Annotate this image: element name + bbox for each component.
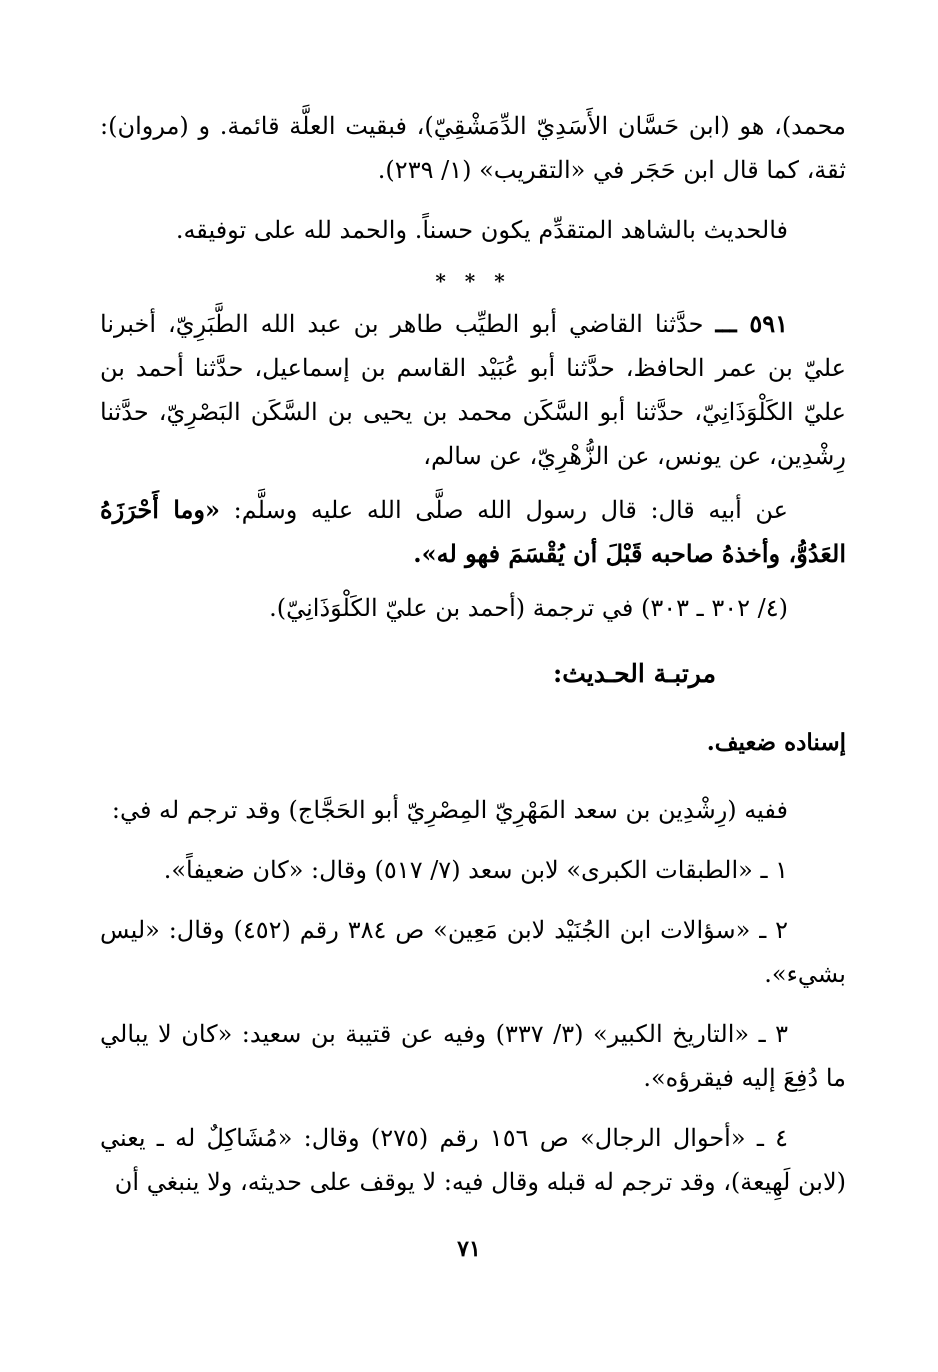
page-number: ٧١ xyxy=(457,1236,481,1262)
page-body xyxy=(0,104,938,1204)
list-item-2: ٢ ـ «سؤالات ابن الجُنَيْد لابن مَعِين» ص ٣٨٤ رقم (٤٥٢) وقال: «ليس بشيء». xyxy=(100,916,846,988)
list-item-3: ٣ ـ «التاريخ الكبير» (٣/ ٣٣٧) وفيه عن قتيبة بن سعيد: «كان لا يبالي ما دُفِعَ إليه فيقرؤه». xyxy=(100,1020,846,1092)
hadith-isnad: حدَّثنا القاضي أبو الطيِّب طاهر بن عبد الله الطَّبَرِيّ، أخبرنا عليّ بن عمر الحافظ، حدَّثنا أبو عُبَيْد القاسم بن إسماعيل، حدَّثنا أحمد بن عليّ الكَلْوَذَانِيّ، حدَّثنا أبو السَّكَن محمد بن يحيى بن السَّكَن البَصْرِيّ، حدَّثنا رِشْدِين، عن يونس، عن الزُّهْرِيّ، عن سالم، xyxy=(100,310,847,470)
section-subheading: إسناده ضعيف. xyxy=(706,729,846,756)
hadith-matn-intro: عن أبيه قال: قال رسول الله صلَّى الله عليه وسلَّم: xyxy=(233,496,788,524)
hadith-number: ٥٩١ ـــ xyxy=(715,309,788,338)
section-heading: مرتبـة الحـديث: xyxy=(552,659,716,688)
paragraph-conclusion: فالحديث بالشاهد المتقدِّم يكون حسناً. والحمد لله على توفيقه. xyxy=(175,216,788,244)
hadith-isnad-paragraph xyxy=(100,302,846,478)
section-separator: * * * xyxy=(435,269,511,293)
list-item-1: ١ ـ «الطبقات الكبرى» لابن سعد (٧/ ٥١٧) وقال: «كان ضعيفاً». xyxy=(163,856,788,884)
list-item-4: ٤ ـ «أحوال الرجال» ص ١٥٦ رقم (٢٧٥) وقال: «مُشَاكِلٌ له ـ يعني (لابن لَهِيعة)، وقد ترجم له قبله وقال فيه: لا يوقف على حديثه، ولا ينبغي أن xyxy=(100,1124,846,1196)
hadith-matn: «وما أَحْرَزَهُ العَدُوُّ، وأخذهُ صاحبه قَبْلَ أن يُقْسَمَ فهو له». xyxy=(100,495,846,568)
hadith-reference: (٤/ ٣٠٢ ـ ٣٠٣) في ترجمة (أحمد بن عليّ الكَلْوَذَانِيّ). xyxy=(269,594,788,622)
hadith-matn-paragraph xyxy=(100,488,846,576)
paragraph-continuation: محمد)، هو (ابن حَسَّان الأَسَدِيّ الدِّمَشْقِيّ)، فبقيت العلَّة قائمة. و (مروان): ثقة، كما قال ابن حَجَر في «التقريب» (١/ ٢٣٩). xyxy=(100,112,846,184)
paragraph-fihi: ففيه (رِشْدِين بن سعد المَهْرِيّ المِصْرِيّ أبو الحَجَّاج) وقد ترجم له في: xyxy=(111,796,788,824)
